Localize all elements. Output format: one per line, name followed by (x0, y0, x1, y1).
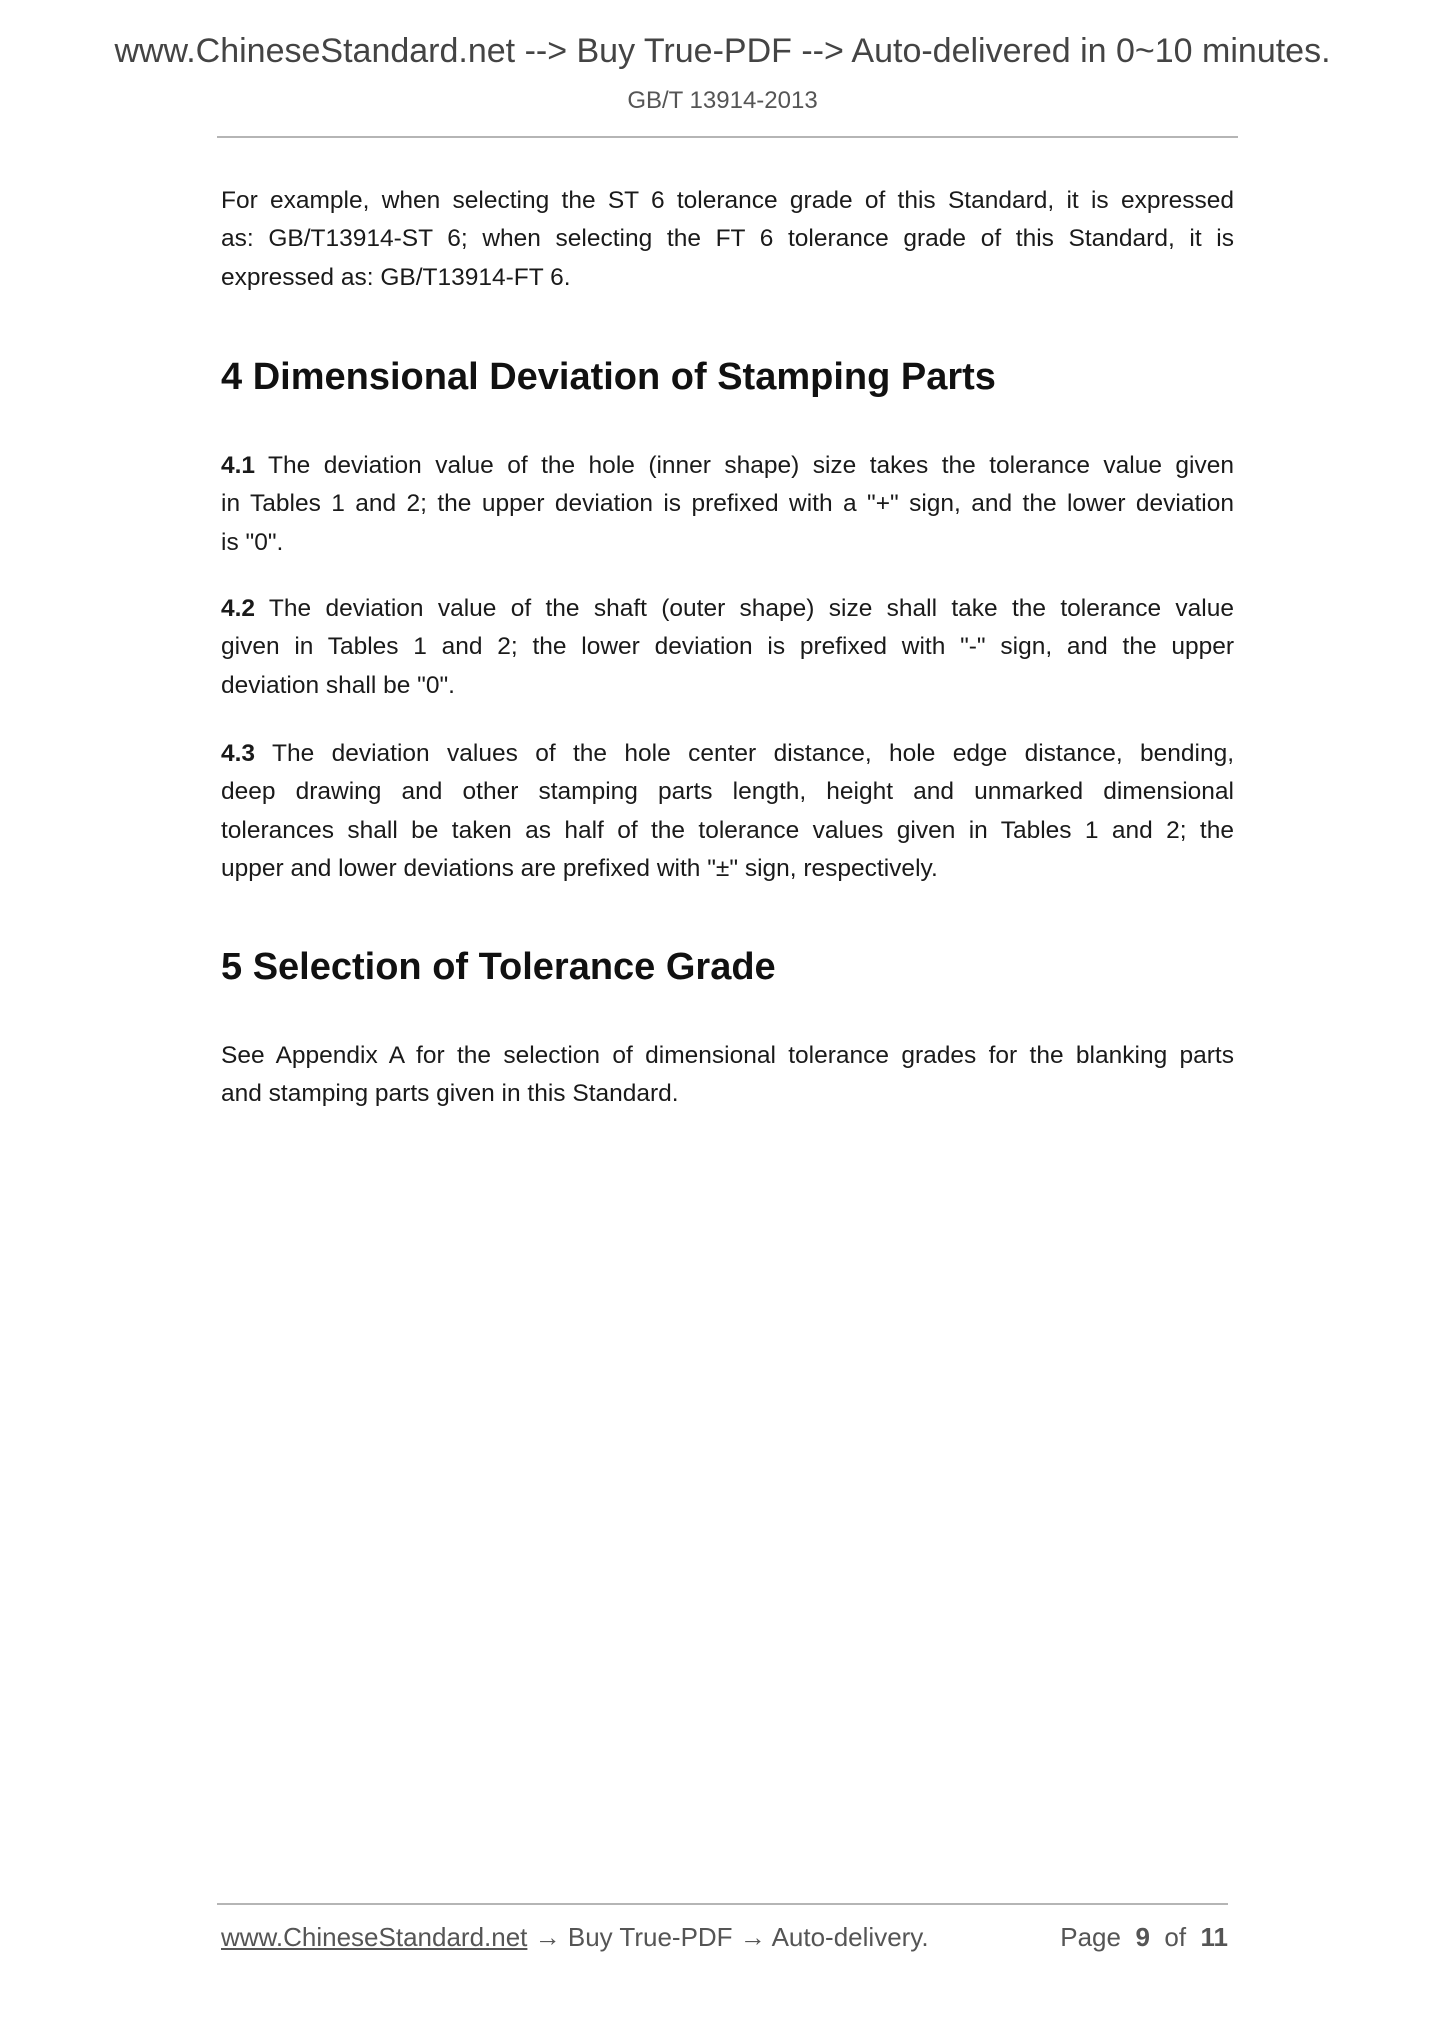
text-line: The deviation values of the hole center distance, hole edge distance, bending, (255, 740, 1234, 767)
footer (221, 1922, 1228, 1953)
text-line: The deviation value of the hole (inner shape) size takes the tolerance value given (255, 452, 1234, 479)
clause-number: 4.3 (221, 740, 256, 767)
text-line: deviation shall be "0". (221, 671, 455, 699)
text-line: given in Tables 1 and 2; the lower deviation is prefixed with "-" sign, and the upper (221, 633, 1234, 661)
intro-paragraph (221, 182, 1234, 297)
clause-4-3 (221, 735, 1234, 889)
clause-number: 4.2 (221, 595, 256, 622)
of-label: of (1164, 1922, 1187, 1952)
page-indicator (1060, 1922, 1228, 1953)
footer-text: → Buy True-PDF → Auto-delivery. (527, 1922, 929, 1952)
standard-code: GB/T 13914-2013 (627, 87, 818, 114)
footer-divider (217, 1903, 1228, 1905)
clause-4-2 (221, 590, 1234, 705)
text-line: For example, when selecting the ST 6 tolerance grade of this Standard, it is expressed (221, 187, 1234, 214)
section-4-heading: 4 Dimensional Deviation of Stamping Parts (221, 356, 996, 398)
clause-number: 4.1 (221, 452, 256, 479)
text-line: is "0". (221, 528, 284, 556)
text-line: See Appendix A for the selection of dimensional tolerance grades for the blanking parts (221, 1042, 1234, 1069)
text-line: tolerances shall be taken as half of the tolerance values given in Tables 1 and 2; the (221, 816, 1234, 844)
page-label: Page (1060, 1922, 1121, 1952)
header-title: www.ChineseStandard.net --> Buy True-PDF --> Auto-delivered in 0~10 minutes. (114, 32, 1331, 70)
page-total: 11 (1200, 1922, 1228, 1952)
website-link[interactable]: www.ChineseStandard.net (221, 1922, 528, 1952)
text-line: as: GB/T13914-ST 6; when selecting the FT 6 tolerance grade of this Standard, it is (221, 225, 1234, 253)
clause-4-1 (221, 447, 1234, 562)
text-line: upper and lower deviations are prefixed with "±" sign, respectively. (221, 855, 938, 883)
page-number: 9 (1135, 1922, 1150, 1952)
text-line: The deviation value of the shaft (outer shape) size shall take the tolerance value (255, 595, 1234, 622)
text-line: in Tables 1 and 2; the upper deviation is prefixed with a "+" sign, and the lower deviation (221, 490, 1234, 518)
text-line: and stamping parts given in this Standard. (221, 1080, 679, 1108)
text-line: expressed as: GB/T13914-FT 6. (221, 263, 571, 291)
header-divider (217, 136, 1238, 138)
text-line: deep drawing and other stamping parts length, height and unmarked dimensional (221, 778, 1234, 806)
section-5-heading: 5 Selection of Tolerance Grade (221, 946, 776, 988)
section-5-paragraph (221, 1037, 1234, 1114)
